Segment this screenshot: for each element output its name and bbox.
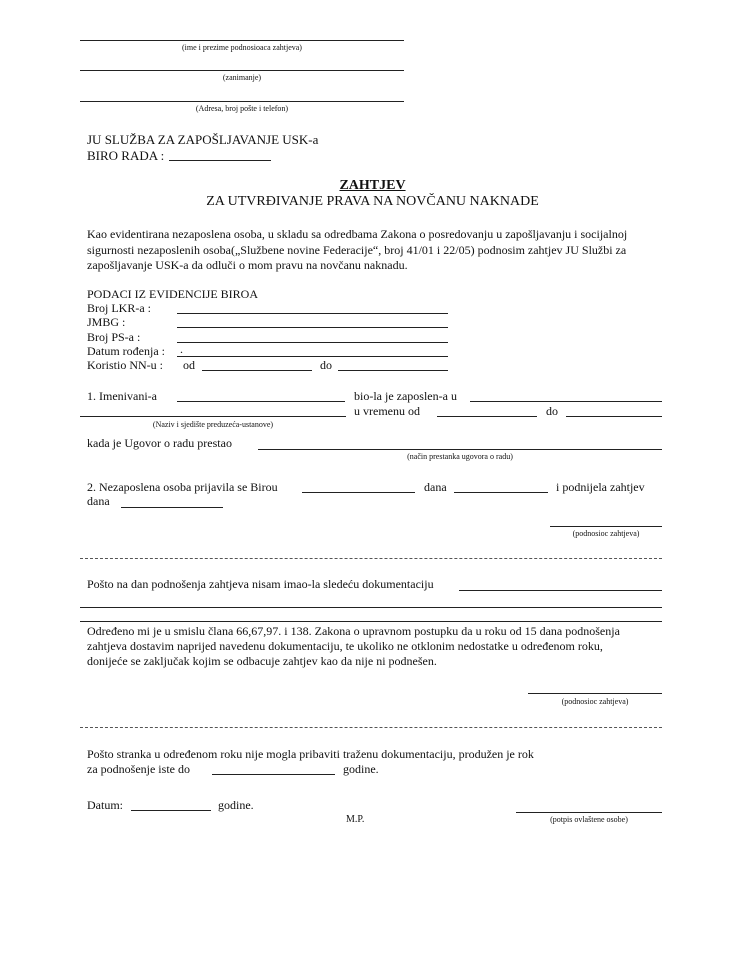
intro-line-3: zapošljavanje USK-a da odluči o mom pravu na novčanu naknadu. [87,258,408,272]
documents-field-3[interactable] [80,621,662,622]
deadline-signature-line[interactable] [528,693,662,694]
footer-date-field[interactable] [131,810,211,811]
dob-field[interactable] [177,356,448,357]
records-heading: PODACI IZ EVIDENCIJE BIROA [87,287,258,301]
deadline-line-2: zahtjeva dostavim naprijed navedenu dokumentaciju, te ukoliko ne otklonim nedostatke u određenom roku, [87,639,603,653]
deadline-line-3: donijeće se zaključak kojim se odbacuje zahtjev kao da nije ni podnešen. [87,654,437,668]
nn-label: Koristio NN-u : [87,358,163,372]
section2-date-field[interactable] [454,492,548,493]
section1-employer-field[interactable] [470,401,662,402]
section1-contract-caption: (način prestanka ugovora o radu) [407,452,513,461]
lkr-field[interactable] [177,313,448,314]
section2-signature-caption: (podnosioc zahtjeva) [572,529,640,538]
section2-days-label: dana [424,480,447,494]
section1-label: 1. Imenivani-a [87,389,157,403]
deadline-signature-caption: (podnosioc zahtjeva) [561,697,629,706]
section1-name-field[interactable] [177,401,345,402]
extension-line-2-start: za podnošenje iste do [87,762,190,776]
intro-line-1: Kao evidentirana nezaposlena osoba, u skladu sa odredbama Zakona o posredovanju u zapošljavanju i socijalnoj [87,227,628,241]
stamp-placeholder: M.P. [346,814,365,825]
intro-paragraph [87,227,627,274]
intro-line-2: sigurnosti nezaposlenih osoba(„Službene novine Federacije“, broj 41/01 i 22/05) podnosim zahtjev JU Službi za [87,242,627,257]
lkr-label: Broj LKR-a : [87,301,151,315]
section1-company-field[interactable] [80,416,346,417]
section2-biro-field[interactable] [302,492,415,493]
separator-2 [80,727,662,728]
section2-submit-date-field[interactable] [121,507,223,508]
biro-label: BIRO RADA : [87,148,165,163]
section2-signature-line[interactable] [550,526,662,527]
nn-to-field[interactable] [338,370,448,371]
biro-line[interactable] [169,160,271,161]
footer-date-label: Datum: [87,798,123,812]
dob-label: Datum rođenja : [87,344,165,358]
jmbg-field[interactable] [177,327,448,328]
extension-line-1: Pošto stranka u određenom roku nije mogla pribaviti traženu dokumentaciju, produžen je rok [87,747,534,761]
nn-from-field[interactable] [202,370,312,371]
ps-label: Broj PS-a : [87,330,141,344]
section1-contract-label: kada je Ugovor o radu prestao [87,436,232,450]
documents-field-2[interactable] [80,607,662,608]
nn-to-label: do [320,358,332,372]
document-title: ZAHTJEV [339,178,406,193]
institution-name: JU SLUŽBA ZA ZAPOŠLJAVANJE USK-a [87,132,319,147]
jmbg-label: JMBG : [87,315,126,329]
documents-text: Pošto na dan podnošenja zahtjeva nisam imao-la sledeću dokumentaciju [87,577,434,591]
ps-field[interactable] [177,342,448,343]
section1-employed-label: bio-la je zaposlen-a u [354,389,457,403]
footer-signature-line[interactable] [516,812,662,813]
applicant-name-line[interactable] [80,40,404,41]
section1-period-to-label: do [546,404,558,418]
deadline-line-1: Određeno mi je u smislu člana 66,67,97. i 138. Zakona o upravnom postupku da u roku od 15 dana podnošenja [87,624,620,638]
section1-period-from-field[interactable] [437,416,537,417]
applicant-name-caption: (ime i prezime podnosioaca zahtjeva) [182,43,302,52]
address-caption: (Adresa, broj pošte i telefon) [195,104,289,113]
section1-contract-field[interactable] [258,449,662,450]
section2-days2-label: dana [87,494,110,508]
deadline-paragraph [87,624,620,669]
nn-from-label: od [183,358,195,372]
extension-line-2-end: godine. [343,762,379,776]
separator-1 [80,558,662,559]
section2-label: 2. Nezaposlena osoba prijavila se Birou [87,480,278,494]
documents-field-1[interactable] [459,590,662,591]
section1-company-caption: (Naziv i sjedište preduzeća-ustanove) [152,420,274,429]
footer-signature-caption: (potpis ovlaštene osobe) [550,815,628,824]
section1-period-label: u vremenu od [354,404,420,418]
occupation-line[interactable] [80,70,404,71]
document-subtitle: ZA UTVRĐIVANJE PRAVA NA NOVČANU NAKNADE [206,194,539,209]
address-line[interactable] [80,101,404,102]
footer-year-label: godine. [218,798,254,812]
occupation-caption: (zanimanje) [222,73,262,82]
section1-period-to-field[interactable] [566,416,662,417]
dob-value: . [180,342,183,356]
section2-submitted-label: i podnijela zahtjev [556,480,645,494]
extension-date-field[interactable] [212,774,335,775]
